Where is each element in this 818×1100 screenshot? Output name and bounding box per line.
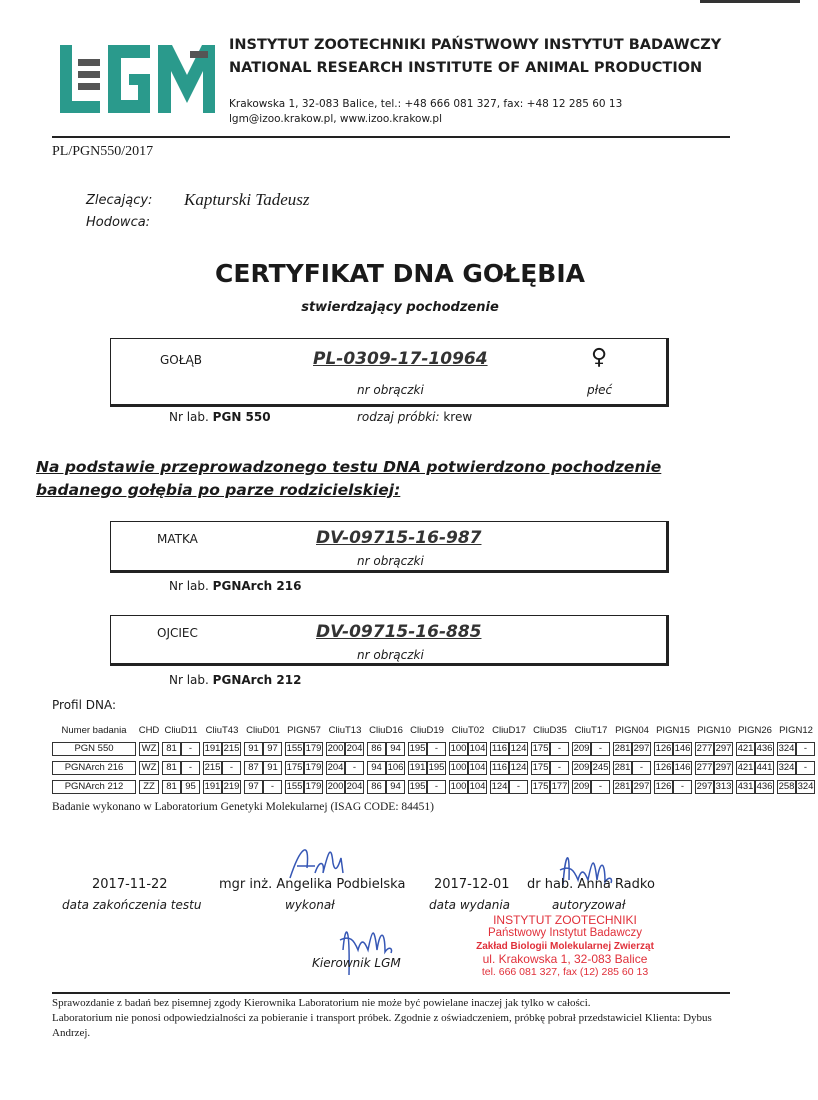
allele-cell: [326, 742, 364, 756]
allele-value: 421: [737, 762, 754, 773]
allele-value: 124: [510, 762, 527, 773]
column-header: PIGN10: [697, 724, 731, 736]
allele-value: 258: [778, 781, 795, 792]
allele-value: -: [181, 742, 200, 756]
head-label: Kierownik LGM: [312, 956, 401, 970]
mother-lab-number: Nr lab. PGNArch 216: [169, 579, 302, 593]
allele-value: 297: [715, 762, 732, 773]
sample-id: PGN 550: [52, 742, 136, 756]
allele-value: 204: [327, 762, 344, 773]
sample-id: PGNArch 216: [52, 761, 136, 775]
allele-value: 245: [592, 762, 609, 773]
allele-cell: [326, 761, 364, 775]
allele-value: -: [591, 780, 610, 794]
allele-value: 100: [450, 781, 467, 792]
allele-value: 104: [469, 781, 486, 792]
allele-value: 146: [674, 762, 691, 773]
allele-cell: [777, 761, 815, 775]
allele-value: -: [509, 780, 528, 794]
column-header: CliuD19: [410, 724, 444, 736]
allele-value: 91: [244, 742, 263, 756]
allele-value: -: [673, 780, 692, 794]
allele-value: 175: [286, 762, 303, 773]
allele-value: 94: [367, 761, 386, 775]
certificate-subtitle: stwierdzający pochodzenie: [301, 300, 499, 315]
allele-cell: [613, 742, 651, 756]
allele-cell: [654, 780, 692, 794]
allele-value: 94: [386, 780, 405, 794]
allele-cell: [449, 761, 487, 775]
column-header: CliuD17: [492, 724, 526, 736]
allele-value: 116: [491, 762, 508, 773]
column-header: PIGN04: [615, 724, 649, 736]
issue-date: 2017-12-01: [434, 877, 510, 892]
stamp-line: tel. 666 081 327, fax (12) 285 60 13: [481, 966, 649, 978]
allele-value: 209: [573, 781, 590, 792]
allele-value: 191: [409, 762, 426, 773]
lab-note: Badanie wykonano w Laboratorium Genetyki Molekularnej (ISAG CODE: 84451): [52, 801, 434, 813]
stamp-line: ul. Krakowska 1, 32-083 Balice: [482, 952, 648, 966]
allele-value: 191: [204, 743, 221, 754]
allele-value: 436: [756, 781, 773, 792]
allele-value: 81: [162, 761, 181, 775]
column-header: CHD: [138, 724, 160, 736]
female-icon: ♀: [591, 345, 608, 370]
allele-cell: [777, 780, 815, 794]
allele-value: 179: [305, 781, 322, 792]
pigeon-ring: PL-0309-17-10964: [313, 349, 488, 369]
pigeon-ring-label: nr obrączki: [357, 383, 424, 397]
allele-cell: [367, 742, 405, 756]
allele-value: 124: [491, 781, 508, 792]
test-date-label: data zakończenia testu: [62, 898, 202, 912]
allele-cell: [531, 761, 569, 775]
pigeon-box: [110, 338, 669, 407]
allele-value: 116: [491, 743, 508, 754]
stamp-line: Państwowy Instytut Badawczy: [487, 927, 643, 939]
allele-cell: [572, 761, 610, 775]
allele-cell: [203, 780, 241, 794]
column-header: CliuT13: [328, 724, 362, 736]
performer-name: mgr inż. Angelika Podbielska: [219, 877, 406, 892]
column-header: PIGN15: [656, 724, 690, 736]
allele-value: 126: [655, 743, 672, 754]
allele-value: 97: [263, 742, 282, 756]
allele-value: 155: [286, 781, 303, 792]
authorizer-name: dr hab. Anna Radko: [527, 877, 655, 892]
allele-cell: [408, 780, 446, 794]
allele-value: -: [263, 780, 282, 794]
column-header: CliuD16: [369, 724, 403, 736]
allele-value: 215: [204, 762, 221, 773]
test-date: 2017-11-22: [92, 877, 168, 892]
allele-cell: [572, 742, 610, 756]
father-lab-number: Nr lab. PGNArch 212: [169, 673, 302, 687]
allele-value: 86: [367, 742, 386, 756]
table-row: [52, 741, 818, 757]
head-signature: [335, 920, 405, 980]
allele-value: -: [796, 742, 815, 756]
allele-value: -: [222, 761, 241, 775]
allele-cell: [490, 780, 528, 794]
confirmation-statement: Na podstawie przeprowadzonego testu DNA potwierdzono pochodzenie badanego gołębia po parze rodzicielskiej:: [36, 458, 662, 499]
allele-value: 106: [387, 762, 404, 773]
allele-cell: [531, 742, 569, 756]
table-row: [52, 779, 818, 795]
certificate-title: CERTYFIKAT DNA GOŁĘBIA: [215, 259, 585, 288]
allele-value: 195: [428, 762, 445, 773]
sample-id-cell: [52, 742, 136, 756]
allele-value: 200: [327, 781, 344, 792]
father-ring-label: nr obrączki: [357, 648, 424, 662]
column-header: CliuT43: [205, 724, 239, 736]
allele-value: 179: [305, 762, 322, 773]
allele-value: 195: [409, 743, 426, 754]
allele-value: 200: [327, 743, 344, 754]
allele-cell: [162, 761, 200, 775]
org-address: Krakowska 1, 32-083 Balice, tel.: +48 666 081 327, fax: +48 12 285 60 13: [229, 98, 623, 110]
allele-cell: [531, 780, 569, 794]
allele-value: -: [427, 780, 446, 794]
allele-cell: [736, 761, 774, 775]
allele-cell: [449, 742, 487, 756]
allele-value: 195: [409, 781, 426, 792]
allele-cell: [244, 780, 282, 794]
mother-box: [110, 521, 669, 573]
footer-notes: [52, 996, 752, 1041]
allele-cell: [244, 742, 282, 756]
allele-value: 104: [469, 743, 486, 754]
allele-value: 324: [778, 762, 795, 773]
allele-value: 94: [386, 742, 405, 756]
allele-value: 215: [223, 743, 240, 754]
allele-value: 297: [696, 781, 713, 792]
allele-value: 313: [715, 781, 732, 792]
allele-cell: [367, 780, 405, 794]
allele-value: 175: [532, 762, 549, 773]
allele-cell: [285, 742, 323, 756]
mother-label: MATKA: [157, 532, 198, 546]
allele-value: 431: [737, 781, 754, 792]
allele-cell: [408, 761, 446, 775]
lgm-logo: [60, 45, 215, 113]
allele-value: 421: [737, 743, 754, 754]
sample-id-cell: [52, 761, 136, 775]
allele-cell: [736, 742, 774, 756]
column-header: CliuD01: [246, 724, 280, 736]
allele-value: 277: [696, 762, 713, 773]
allele-value: 281: [614, 781, 631, 792]
org-name-pl: INSTYTUT ZOOTECHNIKI PAŃSTWOWY INSTYTUT BADAWCZY: [229, 37, 722, 53]
allele-value: 87: [244, 761, 263, 775]
allele-value: 86: [367, 780, 386, 794]
allele-cell: [203, 742, 241, 756]
allele-value: 175: [532, 743, 549, 754]
allele-value: 191: [204, 781, 221, 792]
allele-cell: [203, 761, 241, 775]
allele-value: 297: [715, 743, 732, 754]
allele-cell: [449, 780, 487, 794]
document-ref: PL/PGN550/2017: [52, 144, 154, 159]
allele-cell: [613, 780, 651, 794]
allele-value: 297: [633, 781, 650, 792]
org-name-en: NATIONAL RESEARCH INSTITUTE OF ANIMAL PRODUCTION: [229, 60, 703, 76]
pigeon-label: GOŁĄB: [160, 353, 202, 367]
performer-label: wykonał: [285, 898, 335, 912]
mother-ring-label: nr obrączki: [357, 554, 424, 568]
org-contact: lgm@izoo.krakow.pl, www.izoo.krakow.pl: [229, 113, 442, 125]
allele-cell: [654, 761, 692, 775]
father-label: OJCIEC: [157, 626, 198, 640]
allele-value: 104: [469, 762, 486, 773]
column-header: CliuD35: [533, 724, 567, 736]
allele-value: -: [591, 742, 610, 756]
allele-value: 146: [674, 743, 691, 754]
allele-cell: [139, 742, 159, 756]
table-header-row: [52, 722, 818, 738]
allele-value: 97: [244, 780, 263, 794]
allele-cell: [367, 761, 405, 775]
allele-value: 441: [756, 762, 773, 773]
allele-value: -: [550, 761, 569, 775]
authorizer-label: autoryzował: [552, 898, 626, 912]
column-header: PIGN26: [738, 724, 772, 736]
allele-value: 281: [614, 762, 631, 773]
allele-value: 179: [305, 743, 322, 754]
allele-cell: [162, 780, 200, 794]
allele-value: -: [345, 761, 364, 775]
allele-value: ZZ: [139, 780, 159, 794]
allele-value: 124: [510, 743, 527, 754]
allele-value: 81: [162, 742, 181, 756]
allele-value: WZ: [139, 761, 159, 775]
allele-value: 155: [286, 743, 303, 754]
sample-id-cell: [52, 780, 136, 794]
footer-line: Laboratorium nie ponosi odpowiedzialności za pobieranie i transport próbek. Zgodnie z oświadczeniem, próbkę pobrał przedstawiciel Klienta: Dybus Andrzej.: [52, 1012, 712, 1039]
allele-value: 324: [778, 743, 795, 754]
allele-value: -: [427, 742, 446, 756]
allele-cell: [326, 780, 364, 794]
allele-value: 100: [450, 762, 467, 773]
client-name: Kapturski Tadeusz: [184, 190, 310, 209]
allele-value: 204: [346, 743, 363, 754]
sample-type: rodzaj próbki: krew: [357, 410, 473, 424]
allele-value: 324: [797, 781, 814, 792]
allele-value: 436: [756, 743, 773, 754]
allele-value: 219: [223, 781, 240, 792]
column-header: CliuT02: [451, 724, 485, 736]
allele-value: 297: [633, 743, 650, 754]
allele-value: -: [796, 761, 815, 775]
allele-value: 126: [655, 762, 672, 773]
allele-cell: [490, 742, 528, 756]
allele-cell: [244, 761, 282, 775]
stamp-line: INSTYTUT ZOOTECHNIKI: [493, 913, 637, 927]
allele-value: WZ: [139, 742, 159, 756]
footer-line: Sprawozdanie z badań bez pisemnej zgody Kierownika Laboratorium nie może być powielane inaczej jak tylko w całości.: [52, 997, 591, 1009]
footer-divider: [52, 992, 730, 994]
allele-value: -: [550, 742, 569, 756]
pigeon-sex-label: płeć: [587, 383, 613, 397]
column-header: CliuT17: [574, 724, 608, 736]
header-divider: [52, 136, 730, 138]
allele-cell: [572, 780, 610, 794]
allele-value: 209: [573, 743, 590, 754]
allele-value: 177: [551, 781, 568, 792]
mother-ring: DV-09715-16-987: [316, 528, 482, 548]
client-label: Zlecający:: [86, 193, 153, 208]
allele-cell: [777, 742, 815, 756]
allele-cell: [139, 780, 159, 794]
allele-cell: [285, 780, 323, 794]
allele-cell: [162, 742, 200, 756]
allele-value: -: [632, 761, 651, 775]
sample-id: PGNArch 212: [52, 780, 136, 794]
allele-value: 277: [696, 743, 713, 754]
allele-value: 204: [346, 781, 363, 792]
allele-value: 81: [162, 780, 181, 794]
allele-value: 281: [614, 743, 631, 754]
father-ring: DV-09715-16-885: [316, 622, 482, 642]
allele-value: -: [181, 761, 200, 775]
allele-value: 95: [181, 780, 200, 794]
allele-cell: [695, 761, 733, 775]
column-header: CliuD11: [164, 724, 198, 736]
institute-stamp: [470, 914, 660, 979]
issue-date-label: data wydania: [429, 898, 511, 912]
pigeon-lab-number: Nr lab. PGN 550: [169, 410, 271, 424]
column-header: PIGN57: [287, 724, 321, 736]
allele-value: 91: [263, 761, 282, 775]
allele-cell: [408, 742, 446, 756]
allele-cell: [613, 761, 651, 775]
father-box: [110, 615, 669, 666]
column-header: PIGN12: [779, 724, 813, 736]
stamp-line: Zakład Biologii Molekularnej Zwierząt: [476, 941, 654, 952]
allele-cell: [736, 780, 774, 794]
dna-profile-title: Profil DNA:: [52, 698, 117, 712]
allele-cell: [695, 780, 733, 794]
allele-value: 175: [532, 781, 549, 792]
scan-edge: [700, 0, 800, 3]
allele-value: 209: [573, 762, 590, 773]
dna-profile-table: [52, 722, 818, 798]
allele-cell: [654, 742, 692, 756]
breeder-label: Hodowca:: [86, 215, 151, 230]
allele-cell: [285, 761, 323, 775]
allele-value: 100: [450, 743, 467, 754]
table-row: [52, 760, 818, 776]
allele-cell: [139, 761, 159, 775]
column-header: Numer badania: [61, 724, 127, 736]
allele-value: 126: [655, 781, 672, 792]
allele-cell: [490, 761, 528, 775]
allele-cell: [695, 742, 733, 756]
